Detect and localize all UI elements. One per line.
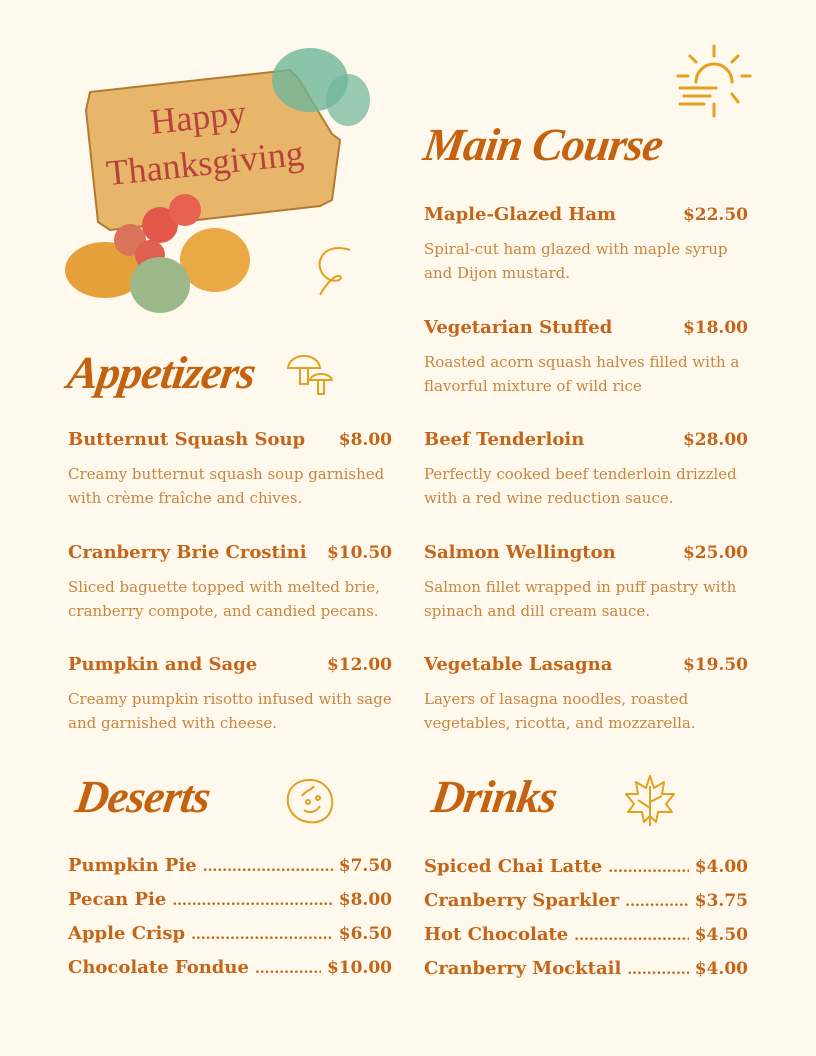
item-name: Salmon Wellington — [424, 542, 616, 563]
item-desc: Spiral-cut ham glazed with maple syrup and Dijon mustard. — [424, 240, 728, 282]
item-price: $25.00 — [682, 543, 748, 563]
list-item — [68, 889, 392, 923]
item-price: $4.00 — [694, 857, 748, 877]
banner-line2: Thanksgiving — [104, 132, 306, 194]
item-desc: Layers of lasagna noodles, roasted vegetables, ricotta, and mozzarella. — [424, 690, 696, 732]
item-price: $8.00 — [338, 890, 392, 910]
menu-item — [424, 542, 748, 623]
item-price: $19.50 — [682, 655, 748, 675]
appetizers-heading: Appetizers — [64, 347, 259, 398]
drinks-list — [424, 856, 748, 992]
item-name: Vegetarian Stuffed — [424, 317, 613, 338]
list-item — [68, 923, 392, 957]
item-name: Cranberry Sparkler — [424, 890, 620, 911]
deserts-list — [68, 855, 392, 991]
item-name: Pumpkin and Sage — [68, 654, 258, 675]
item-price: $4.50 — [694, 925, 748, 945]
menu-item — [424, 204, 748, 285]
list-item — [68, 957, 392, 991]
item-name: Apple Crisp — [68, 923, 186, 944]
item-price: $18.00 — [682, 318, 748, 338]
cookie-icon — [284, 776, 336, 826]
item-name: Hot Chocolate — [424, 924, 569, 945]
menu-item — [424, 317, 748, 398]
mushroom-icon — [284, 350, 336, 400]
list-item — [424, 958, 748, 992]
main-course-heading: Main Course — [420, 119, 666, 170]
item-desc: Perfectly cooked beef tenderloin drizzled with a red wine reduction sauce. — [424, 465, 737, 507]
item-price: $6.50 — [338, 924, 392, 944]
item-price: $7.50 — [338, 856, 392, 876]
menu-item — [68, 429, 392, 510]
sun-icon — [676, 44, 752, 120]
list-item — [68, 855, 392, 889]
deserts-heading: Deserts — [72, 771, 214, 822]
list-item — [424, 856, 748, 890]
item-price: $28.00 — [682, 430, 748, 450]
thanksgiving-banner — [50, 30, 370, 330]
item-name: Chocolate Fondue — [68, 957, 249, 978]
item-price: $10.50 — [326, 543, 392, 563]
menu-item — [424, 429, 748, 510]
list-item — [424, 924, 748, 958]
item-name: Pumpkin Pie — [68, 855, 197, 876]
drinks-heading: Drinks — [428, 771, 560, 822]
item-desc: Salmon fillet wrapped in puff pastry with spinach and dill cream sauce. — [424, 578, 737, 620]
item-name: Vegetable Lasagna — [424, 654, 613, 675]
item-name: Pecan Pie — [68, 889, 167, 910]
menu-item — [68, 654, 392, 735]
item-price: $10.00 — [326, 958, 392, 978]
item-price: $12.00 — [326, 655, 392, 675]
item-price: $22.50 — [682, 205, 748, 225]
maple-leaf-icon — [622, 772, 678, 828]
item-price: $8.00 — [338, 430, 392, 450]
menu-item — [68, 542, 392, 623]
item-desc: Creamy butternut squash soup garnished with crème fraîche and chives. — [68, 465, 385, 507]
item-name: Butternut Squash Soup — [68, 429, 306, 450]
item-name: Cranberry Mocktail — [424, 958, 622, 979]
item-desc: Creamy pumpkin risotto infused with sage and garnished with cheese. — [68, 690, 392, 732]
item-name: Spiced Chai Latte — [424, 856, 603, 877]
menu-item — [424, 654, 748, 735]
item-name: Beef Tenderloin — [424, 429, 585, 450]
item-price: $3.75 — [694, 891, 748, 911]
item-name: Maple-Glazed Ham — [424, 204, 617, 225]
item-desc: Sliced baguette topped with melted brie, cranberry compote, and candied pecans. — [68, 578, 380, 620]
item-price: $4.00 — [694, 959, 748, 979]
list-item — [424, 890, 748, 924]
banner-line1: Happy — [148, 92, 248, 142]
item-desc: Roasted acorn squash halves filled with a flavorful mixture of wild rice — [424, 353, 740, 395]
item-name: Cranberry Brie Crostini — [68, 542, 307, 563]
